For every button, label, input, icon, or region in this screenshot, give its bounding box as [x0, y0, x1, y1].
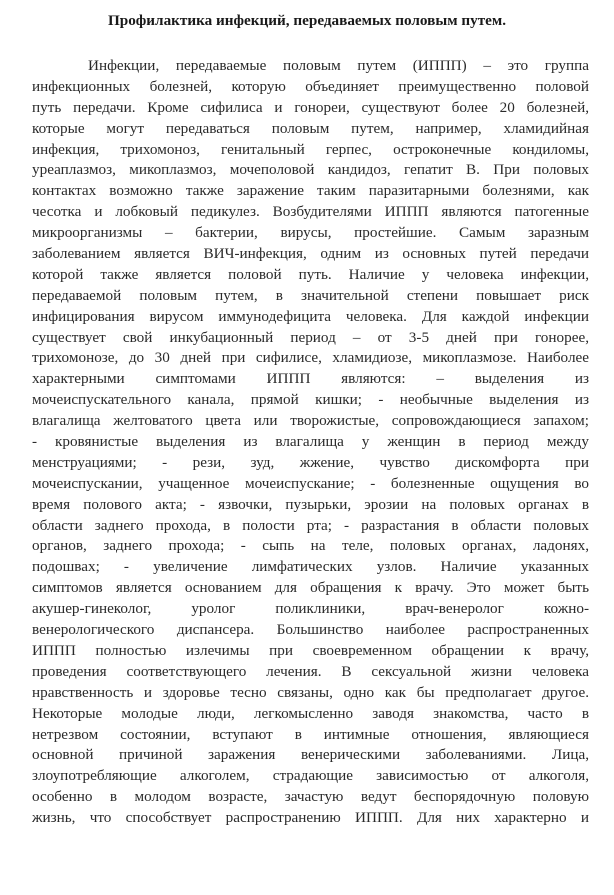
- text-line: нетрезвом состоянии, вступают в интимные отношения, являющиеся: [32, 725, 589, 743]
- text-line: контактах возможно также заражение таким паразитарными болезнями, как: [32, 182, 589, 200]
- text-line: Инфекции, передаваемые половым путем (ИППП) – это группа: [88, 57, 589, 74]
- text-line: области заднего прохода, в полости рта; - разрастания в области половых: [32, 516, 589, 534]
- text-line: микроорганизмы – бактерии, вирусы, простейшие. Самым заразным: [32, 224, 589, 242]
- text-line: трихомонозе, до 30 дней при сифилисе, хламидиозе, микоплазмозе. Наиболее: [32, 349, 589, 367]
- text-line: симптомов является основанием для обращения к врачу. Это может быть: [32, 579, 589, 597]
- text-line: влагалища желтоватого цвета или творожистые, сопровождающиеся запахом;: [32, 412, 589, 430]
- text-line: жизнь, что способствует распространению ИППП. Для них характерно и: [32, 809, 589, 827]
- text-line: - кровянистые выделения из влагалища у женщин в период между: [32, 433, 589, 451]
- text-line: инфекция, трихомоноз, генитальный герпес, остроконечные кондиломы,: [32, 140, 589, 158]
- text-line: основной причиной заражения венерическими заболеваниями. Лица,: [32, 746, 589, 764]
- text-line: подошвах; - увеличение лимфатических узлов. Наличие указанных: [32, 558, 589, 576]
- document-body: [32, 56, 589, 829]
- text-line: уреаплазмоз, микоплазмоз, мочеполовой кандидоз, гепатит В. При половых: [32, 161, 589, 179]
- text-line: органов, заднего прохода; - сыпь на теле, половых органах, ладонях,: [32, 537, 589, 555]
- document-title: Профилактика инфекций, передаваемых половым путем.: [107, 12, 507, 29]
- text-line: существует свой инкубационный период – от 3-5 дней при гонорее,: [32, 328, 589, 346]
- text-line: заболеванием является ВИЧ-инфекция, одним из основных путей передачи: [32, 245, 589, 263]
- text-line: чесотка и лобковый педикулез. Возбудителями ИППП являются патогенные: [32, 203, 589, 221]
- text-line: злоупотребляющие алкоголем, страдающие зависимостью от алкоголя,: [32, 767, 589, 785]
- text-line: инфицирования вирусом иммунодефицита человека. Для каждой инфекции: [32, 307, 589, 325]
- text-line: которой также является половой путь. Наличие у человека инфекции,: [32, 265, 589, 283]
- text-line: мочеиспускании, учащенное мочеиспускание; - болезненные ощущения во: [32, 474, 589, 492]
- text-line: время полового акта; - язвочки, пузырьки, эрозии на половых органах в: [32, 495, 589, 513]
- text-line: инфекционных болезней, которую объединяет преимущественно половой: [32, 77, 589, 95]
- text-line: передаваемой половым путем, в значительной степени повышает риск: [32, 286, 589, 304]
- text-line: менструациями; - рези, зуд, жжение, чувство дискомфорта при: [32, 453, 589, 471]
- text-line: Некоторые молодые люди, легкомысленно заводя знакомства, часто в: [32, 704, 589, 722]
- text-line: которые могут передаваться половым путем, например, хламидийная: [32, 119, 589, 137]
- text-line: ИППП полностью излечимы при своевременном обращении к врачу,: [32, 641, 589, 659]
- text-line: венерологического диспансера. Большинство наиболее распространенных: [32, 621, 589, 639]
- text-line: особенно в молодом возрасте, зачастую ведут беспорядочную половую: [32, 788, 589, 806]
- text-line: характерными симптомами ИППП являются: – выделения из: [32, 370, 589, 388]
- text-line: акушер-гинеколог, уролог поликлиники, врач-венеролог кожно-: [32, 600, 589, 618]
- text-line: мочеиспускательного канала, прямой кишки; - необычные выделения из: [32, 391, 589, 409]
- text-line: нравственность и здоровье тесно связаны, одно как бы предполагает другое.: [32, 683, 589, 701]
- text-line: проведения соответствующего лечения. В сексуальной жизни человека: [32, 662, 589, 680]
- text-line: путь передачи. Кроме сифилиса и гонореи, существуют более 20 болезней,: [32, 98, 589, 116]
